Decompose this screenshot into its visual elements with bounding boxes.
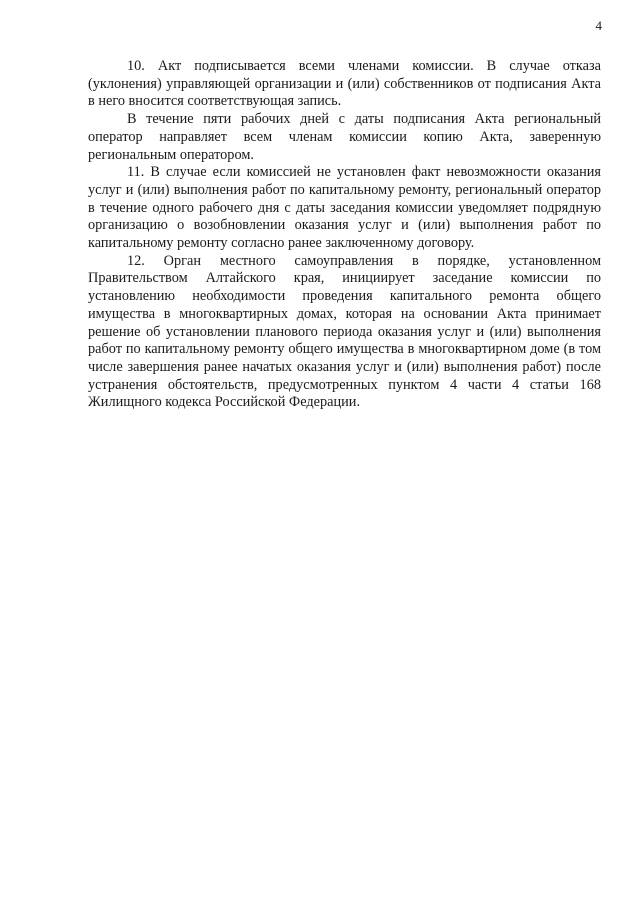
document-body (88, 58, 601, 412)
paragraph-11: 11. В случае если комиссией не установлен факт невозможности оказания услуг и (или) выполнения работ по капитальному ремонту, региональный оператор в течение одного рабочего дня с даты заседания комиссии уведомляет подрядную организацию о возобновлении оказания услуг и (или) выполнения работ по капитальному ремонту согласно ранее заключенному договору. (88, 164, 601, 252)
paragraph-10: 10. Акт подписывается всеми членами комиссии. В случае отказа (уклонения) управляющей организации и (или) собственников от подписания Акта в него вносится соответствующая запись. (88, 58, 601, 110)
paragraph-10-continuation: В течение пяти рабочих дней с даты подписания Акта региональный оператор направляет всем членам комиссии копию Акта, заверенную региональным оператором. (88, 111, 601, 163)
page-number: 4 (595, 18, 602, 33)
paragraph-12: 12. Орган местного самоуправления в порядке, установленном Правительством Алтайского края, инициирует заседание комиссии по установлению необходимости проведения капитального ремонта общего имущества в многоквартирных домах, которая на основании Акта принимает решение об установлении планового периода оказания услуг и (или) выполнения работ по капитальному ремонту общего имущества в многоквартирном доме (в том числе завершения ранее начатых оказания услуг и (или) выполнения работ) после устранения обстоятельств, предусмотренных пунктом 4 части 4 статьи 168 Жилищного кодекса Российской Федерации. (88, 252, 601, 411)
